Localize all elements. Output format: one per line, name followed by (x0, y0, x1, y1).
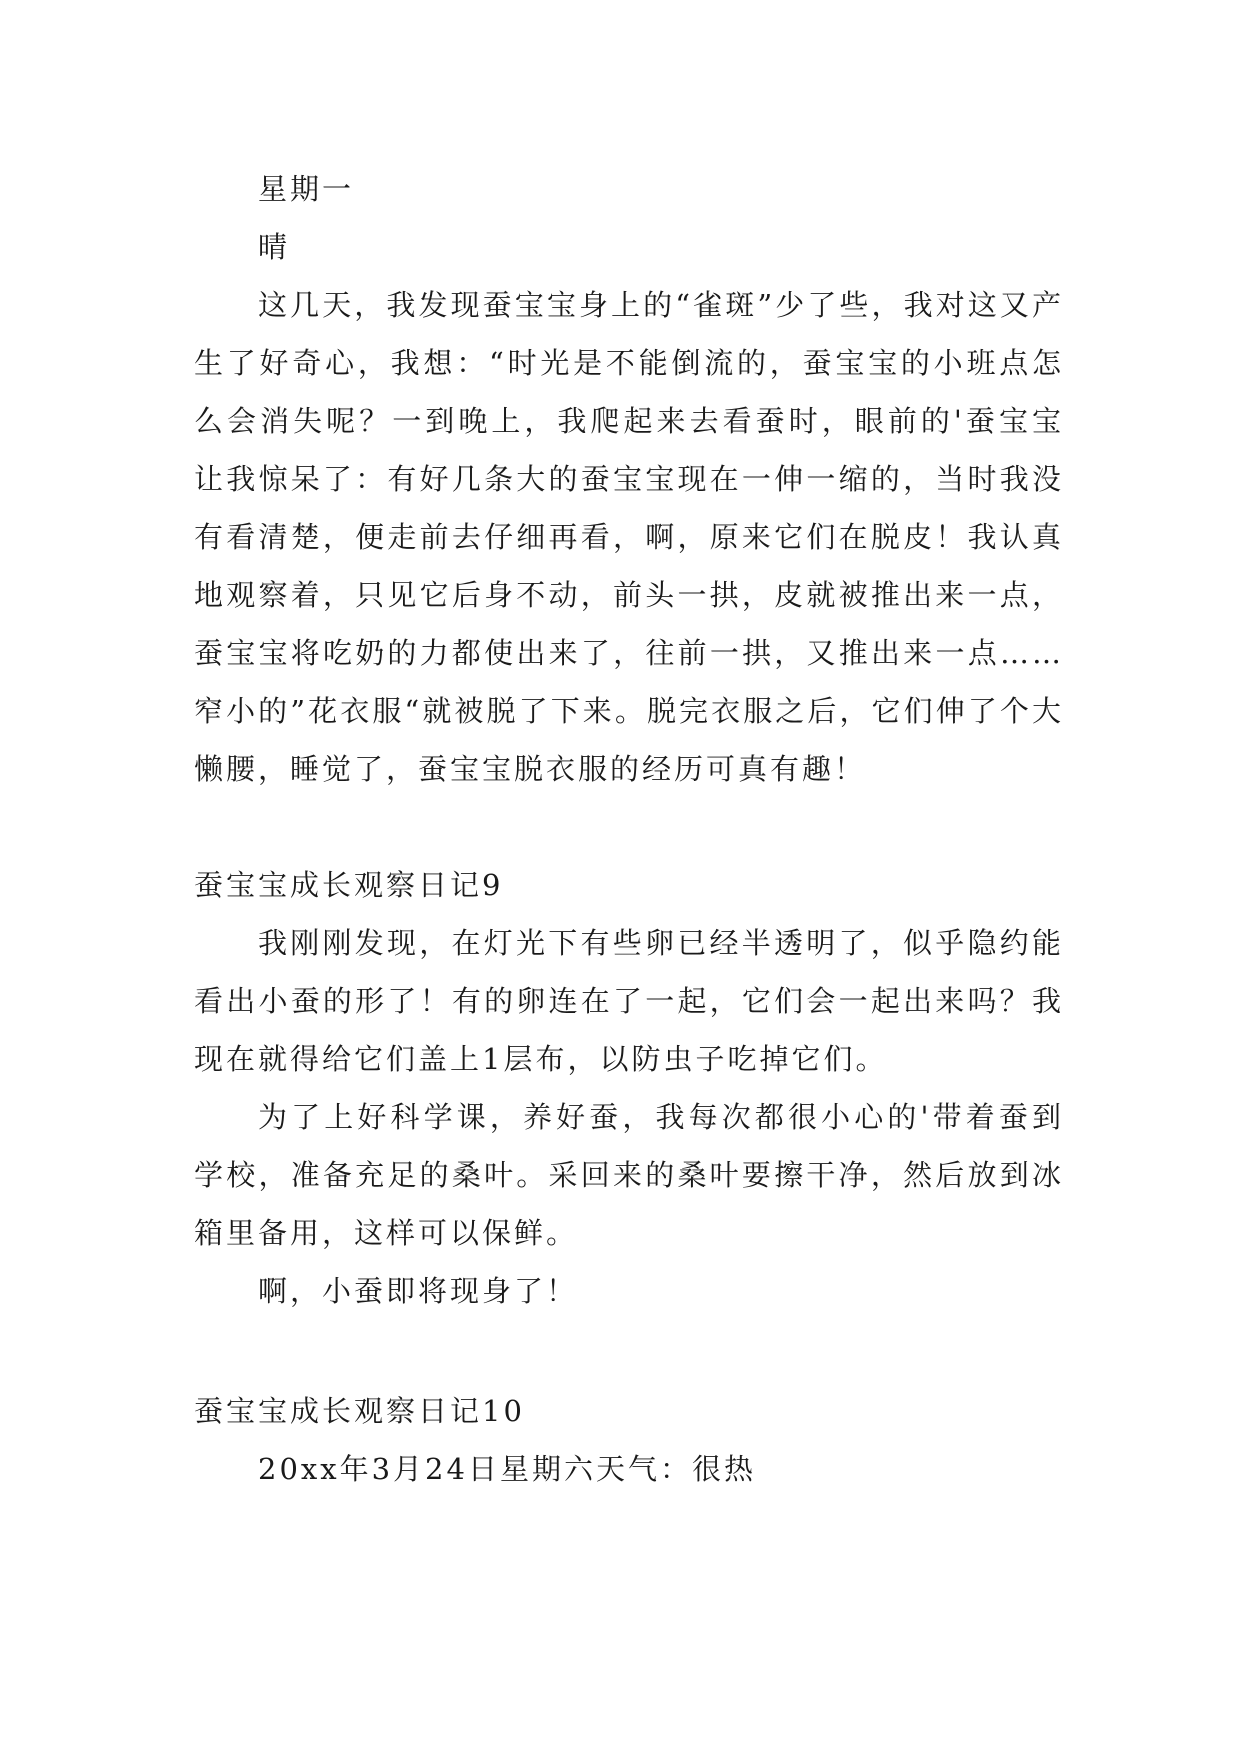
diary-paragraph: 这几天，我发现蚕宝宝身上的“雀斑”少了些，我对这又产生了好奇心，我想：“时光是不能倒流的，蚕宝宝的小班点怎么会消失呢？一到晚上，我爬起来去看蚕时，眼前的'蚕宝宝让我惊呆了：有好几条大的蚕宝宝现在一伸一缩的，当时我没有看清楚，便走前去仔细再看，啊，原来它们在脱皮！我认真地观察着，只见它后身不动，前头一拱，皮就被推出来一点，蚕宝宝将吃奶的力都使出来了，往前一拱，又推出来一点……窄小的”花衣服“就被脱了下来。脱完衣服之后，它们伸了个大懒腰，睡觉了，蚕宝宝脱衣服的经历可真有趣！ (194, 288, 1064, 786)
entry-title: 蚕宝宝成长观察日记9 (194, 868, 504, 902)
diary-day: 星期一 (258, 172, 355, 206)
diary-paragraph: 为了上好科学课，养好蚕，我每次都很小心的'带着蚕到学校，准备充足的桑叶。采回来的桑叶要擦干净，然后放到冰箱里备用，这样可以保鲜。 (194, 1100, 1064, 1250)
entry-title: 蚕宝宝成长观察日记10 (194, 1394, 525, 1428)
diary-paragraph: 啊，小蚕即将现身了！ (258, 1274, 579, 1308)
diary-date-line: 20xx年3月24日星期六天气：很热 (258, 1452, 756, 1486)
section-gap (194, 1320, 1064, 1382)
document-body (194, 160, 1064, 1498)
diary-weather: 晴 (258, 230, 291, 264)
section-gap (194, 798, 1064, 856)
diary-paragraph: 我刚刚发现，在灯光下有些卵已经半透明了，似乎隐约能看出小蚕的形了！有的卵连在了一起，它们会一起出来吗？我现在就得给它们盖上1层布，以防虫子吃掉它们。 (194, 926, 1064, 1076)
